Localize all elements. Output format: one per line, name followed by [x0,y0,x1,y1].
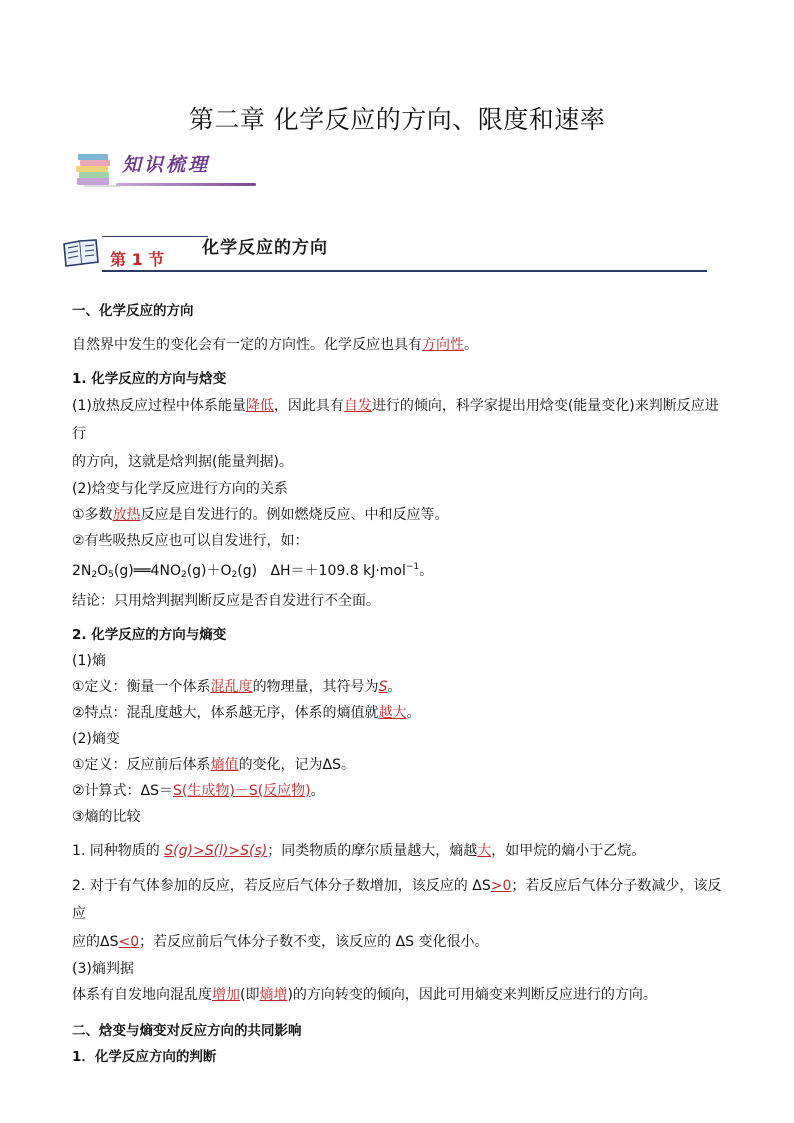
section-number: 第 1 节 [110,250,165,269]
entropy-change-heading: (2)熵变 [72,731,120,747]
text: ；同类物质的摩尔质量越大，熵越 [267,843,478,859]
text: ；若反应后气体分子数减少，该反应 [72,878,722,922]
text: 的方向，这就是焓判据(能量判据)。 [72,454,293,470]
text: ②计算式：ΔS＝ [72,783,174,799]
item-exothermic [72,502,732,528]
answer-blank: >0 [490,878,512,894]
entropy-change-definition [72,752,732,778]
eq-text: 。 [419,563,434,579]
books-icon [74,150,122,190]
section-header [62,228,707,274]
text: 。 [406,705,421,721]
text: 。 [464,337,478,353]
text: )的方向转变的倾向，因此可用熵变来判断反应进行的方向。 [287,987,657,1003]
paragraph-direction [72,332,732,358]
entropy-change-formula [72,778,732,804]
eq-text: (g)══4NO [113,563,181,579]
compare-item-2 [72,872,732,956]
answer-blank: 熵值 [210,757,239,773]
text: 1. 同种物质的 [72,843,165,859]
eq-text: O [97,563,109,579]
subscript: 5 [108,570,114,580]
page-title: 第二章 化学反应的方向、限度和速率 [188,105,606,134]
text: ②特点：混乱度越大，体系越无序，体系的熵值就 [72,705,379,721]
paragraph-enthalpy [72,392,732,476]
subscript: 2 [91,570,98,580]
answer-blank: 降低 [245,398,274,414]
entropy-definition [72,674,732,700]
section-top-rule [102,236,208,237]
enthalpy-value: ΔH＝＋109.8 kJ·mol [270,563,406,579]
knowledge-banner [74,146,264,192]
answer-blank: S [378,679,388,695]
entropy-heading: (1)熵 [72,653,106,669]
open-book-icon [62,236,102,268]
answer-blank: 越大 [378,705,407,721]
eq-text: 2N [72,563,92,579]
paragraph-relation: (2)焓变与化学反应进行方向的关系 [72,481,288,497]
heading-2-1: 1．化学反应方向的判断 [72,1049,217,1065]
heading-1-2: 2. 化学反应的方向与熵变 [72,627,227,643]
answer-blank: S(生成物)－S(反应物) [173,783,311,799]
entropy-criterion-heading: (3)熵判据 [72,961,134,977]
text: 2. 对于有气体参加的反应，若反应后气体分子数增加，该反应的 ΔS [72,878,491,894]
text: 反应是自发进行的。例如燃烧反应、中和反应等。 [140,507,449,523]
heading-2: 二、焓变与熵变对反应方向的共同影响 [72,1023,302,1039]
text: ①定义：衡量一个体系 [72,679,211,695]
answer-blank: 熵增 [259,987,288,1003]
heading-1: 一、化学反应的方向 [72,303,194,319]
text: ，因此具有 [273,398,344,414]
chemical-equation [72,554,732,588]
banner-underline [116,183,256,186]
answer-blank: 混乱度 [210,679,253,695]
entropy-feature [72,700,732,726]
banner-title: 知识梳理 [122,154,211,176]
answer-blank: 放热 [112,507,141,523]
text: 自然界中发生的变化会有一定的方向性。化学反应也具有 [72,337,422,353]
text: ①定义：反应前后体系 [72,757,211,773]
answer-blank: S(g)>S(l)>S(s) [164,843,268,859]
text: ，如甲烷的熵小于乙烷。 [491,843,646,859]
answer-blank: 增加 [212,987,240,1003]
text: 。 [387,679,402,695]
answer-blank: 方向性 [422,337,464,353]
text: 。 [310,783,325,799]
eq-text: (g)＋O [186,563,232,579]
text: ；若反应前后气体分子数不变，该反应的 ΔS 变化很小。 [139,934,489,950]
subscript: 2 [180,570,187,580]
document-body [72,296,732,1070]
text: 的物理量，其符号为 [252,679,379,695]
text: (即 [240,987,260,1003]
text: 进行的倾向，科学家提出用焓变(能量变化)来判断反应进行 [72,398,719,442]
text: 的变化，记为ΔS。 [238,757,356,773]
item-endothermic: ②有些吸热反应也可以自发进行，如： [72,533,309,549]
text: (1)放热反应过程中体系能量 [72,398,246,414]
subscript: 2 [231,570,238,580]
text: ①多数 [72,507,113,523]
heading-1-1: 1. 化学反应的方向与焓变 [72,371,227,387]
section-bottom-rule [102,270,707,272]
section-name: 化学反应的方向 [202,238,328,258]
answer-blank: 大 [477,843,492,859]
answer-blank: <0 [118,934,140,950]
entropy-criterion [72,982,732,1008]
answer-blank: 自发 [343,398,372,414]
text: 体系有自发地向混乱度 [72,987,212,1003]
eq-text: (g) [237,563,258,579]
text: 应的ΔS [72,934,119,950]
compare-item-1 [72,838,732,864]
superscript: −1 [405,562,420,572]
conclusion: 结论：只用焓判据判断反应是否自发进行不全面。 [72,593,380,609]
entropy-compare-heading: ③熵的比较 [72,809,141,825]
